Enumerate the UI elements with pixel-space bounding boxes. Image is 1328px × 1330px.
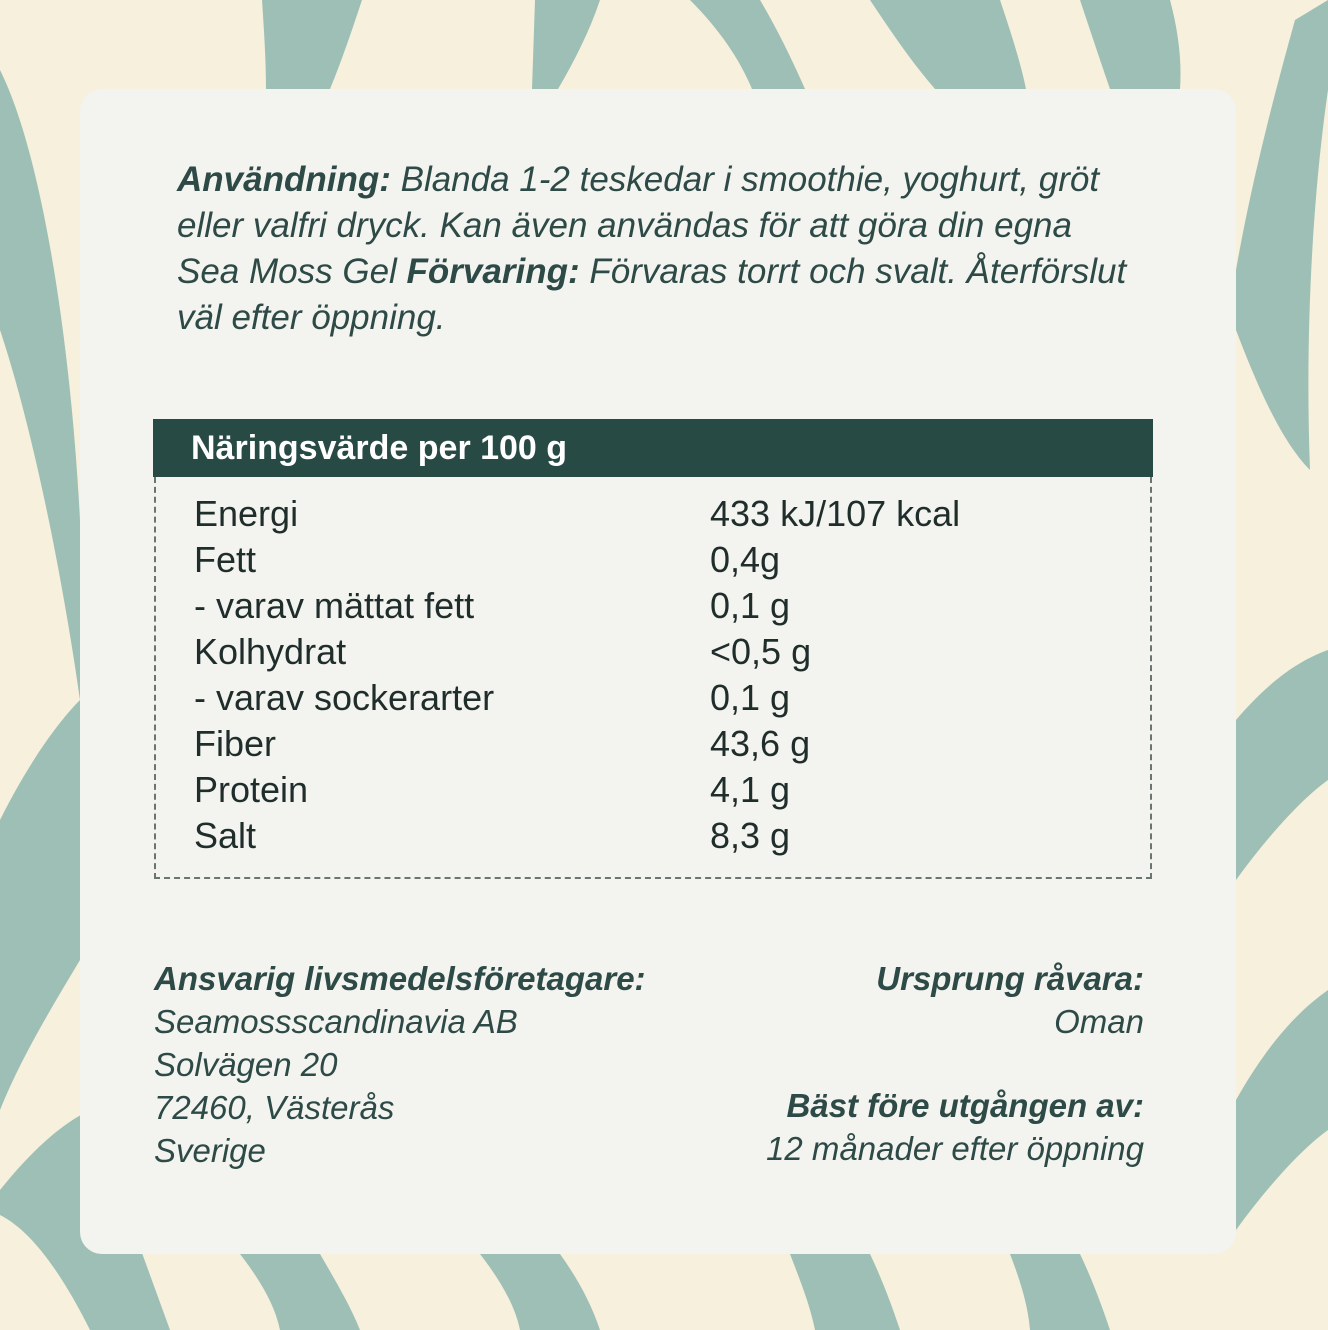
nutrient-value: 4,1 g — [710, 769, 791, 810]
nutrient-value: <0,5 g — [710, 631, 812, 672]
nutrition-row — [156, 675, 1150, 721]
nutrition-row — [156, 767, 1150, 813]
origin-info — [876, 957, 1144, 1043]
producer-heading: Ansvarig livsmedelsföretagare: — [154, 960, 646, 997]
nutrient-label: Kolhydrat — [194, 631, 347, 672]
nutrition-row — [156, 583, 1150, 629]
producer-street: Solvägen 20 — [154, 1046, 338, 1083]
nutrition-row — [156, 629, 1150, 675]
nutrient-label: Salt — [194, 815, 257, 856]
usage-text: Blanda 1-2 teskedar i smoothie, yoghurt, gröt eller valfri dryck. Kan även användas för att göra din egna Sea Moss Gel — [177, 160, 1100, 291]
best-before-value: 12 månader efter öppning — [766, 1130, 1144, 1167]
nutrition-row — [156, 537, 1150, 583]
producer-city: 72460, Västerås — [154, 1089, 395, 1126]
storage-text: Förvaras torrt och svalt. Återförslut väl efter öppning. — [177, 252, 1127, 337]
nutrient-value: 0,1 g — [710, 585, 791, 626]
nutrient-label: Protein — [194, 769, 309, 810]
producer-country: Sverige — [154, 1132, 266, 1169]
nutrition-row — [156, 813, 1150, 859]
origin-heading: Ursprung råvara: — [876, 960, 1144, 997]
nutrition-table — [154, 477, 1152, 879]
usage-storage-text — [177, 157, 1137, 341]
nutrient-label: Fiber — [194, 723, 277, 764]
best-before-heading: Bäst före utgången av: — [786, 1087, 1144, 1124]
nutrient-value: 43,6 g — [710, 723, 811, 764]
origin-value: Oman — [1054, 1003, 1144, 1040]
nutrient-value: 433 kJ/107 kcal — [710, 493, 961, 534]
nutrient-label: - varav mättat fett — [194, 585, 475, 626]
usage-label: Användning: — [177, 160, 391, 199]
storage-label: Förvaring: — [406, 252, 580, 291]
producer-info — [154, 957, 646, 1172]
producer-name: Seamossscandinavia AB — [154, 1003, 518, 1040]
best-before-info — [766, 1084, 1144, 1170]
nutrition-row — [156, 491, 1150, 537]
nutrient-value: 0,1 g — [710, 677, 791, 718]
product-info-card — [80, 89, 1236, 1254]
nutrient-value: 8,3 g — [710, 815, 791, 856]
nutrient-label: Energi — [194, 493, 299, 534]
nutrient-value: 0,4g — [710, 539, 781, 580]
nutrition-row — [156, 721, 1150, 767]
nutrition-table-title: Näringsvärde per 100 g — [153, 419, 1153, 477]
nutrient-label: - varav sockerarter — [194, 677, 495, 718]
nutrient-label: Fett — [194, 539, 257, 580]
